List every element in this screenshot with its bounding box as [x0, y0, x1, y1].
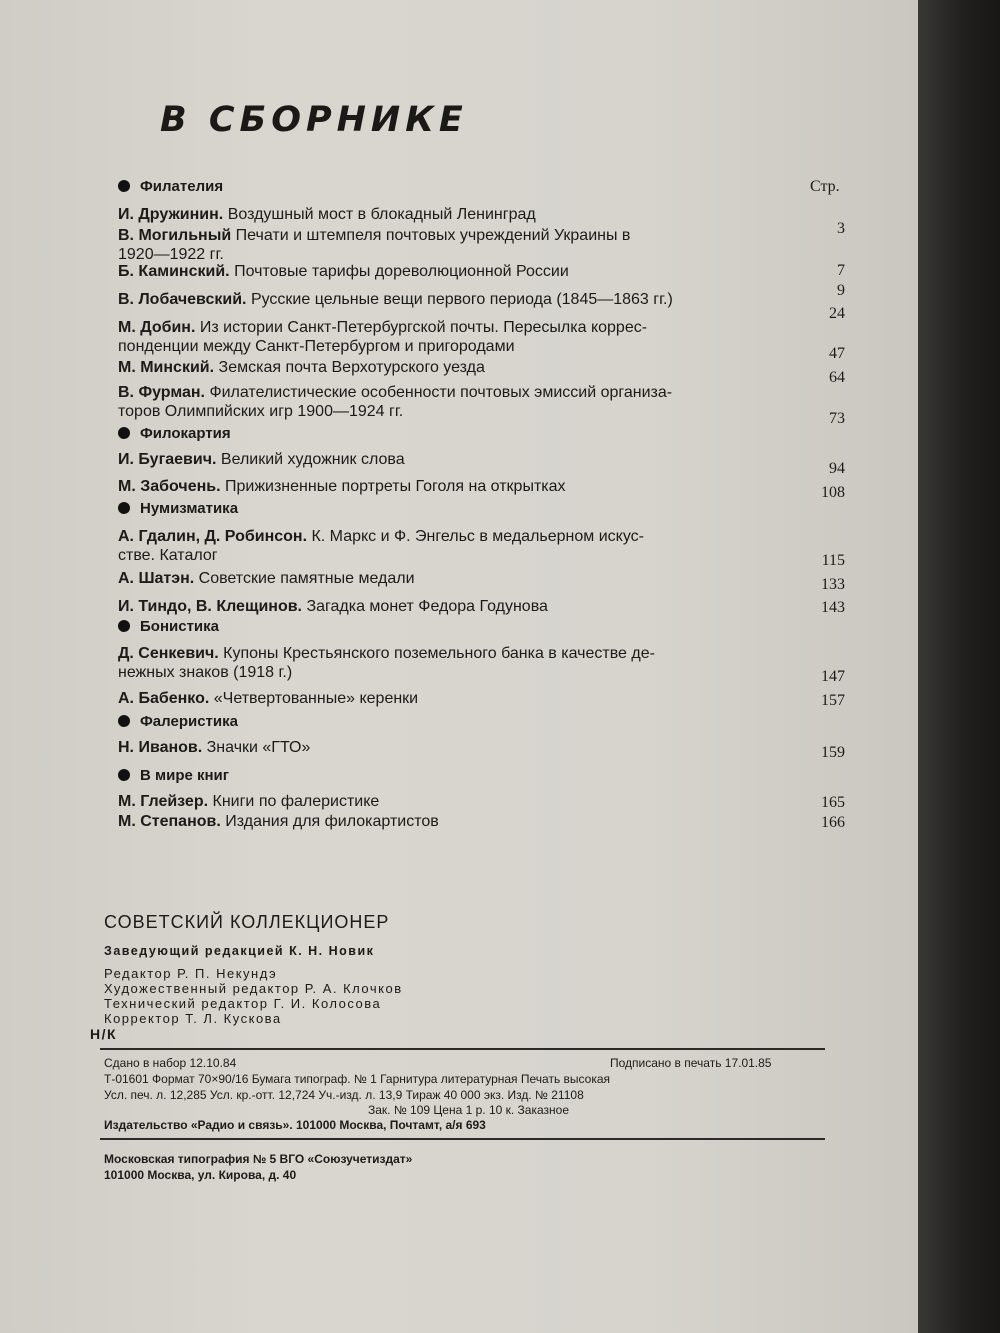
entry-title: Загадка монет Федора Годунова [306, 598, 548, 615]
entry-page-number: 73 [829, 410, 845, 427]
head-editor: Заведующий редакцией К. Н. Новик [104, 944, 375, 958]
entry-author: В. Могильный [118, 227, 232, 244]
order-row: Зак. № 109 Цена 1 р. 10 к. Заказное [368, 1103, 569, 1117]
entry-page-number: 115 [821, 552, 845, 569]
print-stats-row: Усл. печ. л. 12,285 Усл. кр.-отт. 12,724 Уч.-изд. л. 13,9 Тираж 40 000 экз. Изд. № 21108 [104, 1088, 584, 1102]
section-heading [118, 425, 231, 442]
bullet-icon [118, 180, 130, 192]
entry-author: М. Степанов. [118, 813, 221, 830]
toc-entry-line [118, 262, 798, 281]
toc-entry-line [118, 738, 798, 757]
printer: Московская типография № 5 ВГО «Союзучетиздат» [104, 1152, 413, 1166]
toc-entry-line [118, 477, 798, 496]
toc-entry-line [118, 644, 798, 663]
entry-page-number: 24 [829, 305, 845, 322]
entry-title: К. Маркс и Ф. Энгельс в медальерном искус- [311, 528, 644, 545]
entry-title: понденции между Санкт-Петербургом и пригородами [118, 338, 515, 355]
bullet-icon [118, 620, 130, 632]
entry-author: Б. Каминский. [118, 263, 230, 280]
toc-entry-line [118, 569, 798, 588]
editor: Редактор Р. П. Некундэ [104, 966, 278, 981]
toc-entry-line [118, 812, 798, 831]
toc-entry-line [118, 597, 798, 616]
section-heading-label: Фалеристика [140, 713, 238, 730]
entry-author: Н. Иванов. [118, 739, 203, 756]
toc-entry-line [118, 383, 798, 402]
section-heading [118, 500, 238, 517]
toc-entry-line [118, 546, 798, 565]
printer-address: 101000 Москва, ул. Кирова, д. 40 [104, 1168, 297, 1182]
entry-author: В. Лобачевский. [118, 291, 247, 308]
entry-title: Великий художник слова [220, 451, 405, 468]
divider-bottom [100, 1138, 825, 1140]
section-heading [118, 767, 229, 784]
entry-page-number: 3 [837, 220, 845, 237]
page-column-label: Стр. [810, 178, 840, 195]
section-heading [118, 178, 223, 195]
entry-title: нежных знаков (1918 г.) [118, 664, 293, 681]
toc-entry-line [118, 527, 798, 546]
page-title: В СБОРНИКЕ [160, 100, 468, 140]
toc-entry-line [118, 318, 798, 337]
entry-author: В. Фурман. [118, 384, 205, 401]
entry-page-number: 159 [821, 744, 845, 761]
toc-entry-line [118, 402, 798, 421]
section-heading-label: Филателия [140, 178, 224, 195]
entry-author: И. Бугаевич. [118, 451, 217, 468]
entry-page-number: 47 [829, 345, 845, 362]
entry-page-number: 9 [837, 282, 845, 299]
divider-top [100, 1048, 825, 1050]
entry-page-number: 108 [821, 484, 845, 501]
entry-page-number: 166 [821, 814, 845, 831]
entry-title: Купоны Крестьянского поземельного банка в качестве де- [223, 645, 655, 662]
entry-title: торов Олимпийских игр 1900—1924 гг. [118, 403, 404, 420]
entry-author: М. Забочень. [118, 478, 221, 495]
bullet-icon [118, 427, 130, 439]
entry-title: Почтовые тарифы дореволюционной России [234, 263, 569, 280]
toc-entry-line [118, 290, 798, 309]
entry-author: М. Минский. [118, 359, 215, 376]
entry-author: М. Добин. [118, 319, 196, 336]
entry-page-number: 143 [821, 599, 845, 616]
toc-entry-line [118, 792, 798, 811]
bullet-icon [118, 502, 130, 514]
entry-title: Воздушный мост в блокадный Ленинград [227, 206, 536, 223]
bullet-icon [118, 715, 130, 727]
entry-title: Советские памятные медали [198, 570, 415, 587]
section-heading-label: Бонистика [140, 618, 219, 635]
toc-entry-line [118, 337, 798, 356]
toc-entry-line [118, 663, 798, 682]
signed-date: Подписано в печать 17.01.85 [610, 1056, 772, 1070]
entry-page-number: 133 [821, 576, 845, 593]
entry-title: Книги по фалеристике [212, 793, 380, 810]
art-editor: Художественный редактор Р. А. Клочков [104, 981, 403, 996]
entry-title: стве. Каталог [118, 547, 218, 564]
code: Н/К [90, 1026, 118, 1042]
toc-entry-line [118, 450, 798, 469]
entry-title: Русские цельные вещи первого периода (1845—1863 гг.) [250, 291, 673, 308]
toc-entry-line [118, 689, 798, 708]
entry-author: Д. Сенкевич. [118, 645, 219, 662]
bullet-icon [118, 769, 130, 781]
format-row: Т-01601 Формат 70×90/16 Бумага типограф. № 1 Гарнитура литературная Печать высокая [104, 1072, 611, 1086]
tech-editor: Технический редактор Г. И. Колосова [104, 996, 382, 1011]
entry-author: А. Гдалин, Д. Робинсон. [118, 528, 308, 545]
section-heading-label: В мире книг [140, 767, 230, 784]
page-edge-shadow [918, 0, 1000, 1333]
entry-title: Издания для филокартистов [225, 813, 439, 830]
entry-author: И. Дружинин. [118, 206, 224, 223]
entry-author: А. Бабенко. [118, 690, 210, 707]
entry-author: И. Тиндо, В. Клещинов. [118, 598, 302, 615]
publisher: Издательство «Радио и связь». 101000 Москва, Почтамт, а/я 693 [104, 1118, 486, 1132]
entry-title: Прижизненные портреты Гоголя на открытках [224, 478, 566, 495]
entry-title: Печати и штемпеля почтовых учреждений Украины в [235, 227, 631, 244]
toc-entry-line [118, 358, 798, 377]
section-heading-label: Нумизматика [140, 500, 239, 517]
section-heading [118, 618, 219, 635]
proofreader: Корректор Т. Л. Кускова [104, 1011, 282, 1026]
entry-title: Из истории Санкт-Петербургской почты. Пересылка коррес- [199, 319, 648, 336]
series-title: СОВЕТСКИЙ КОЛЛЕКЦИОНЕР [104, 912, 390, 932]
toc-entry-line [118, 226, 798, 245]
section-heading-label: Филокартия [140, 425, 231, 442]
section-heading [118, 713, 238, 730]
entry-title: Значки «ГТО» [206, 739, 311, 756]
entry-page-number: 157 [821, 692, 845, 709]
entry-page-number: 7 [837, 262, 845, 279]
entry-page-number: 94 [829, 460, 845, 477]
toc-entry-line [118, 205, 798, 224]
entry-page-number: 147 [821, 668, 845, 685]
entry-title: 1920—1922 гг. [118, 246, 224, 263]
entry-page-number: 64 [829, 369, 845, 386]
entry-title: Филателистические особенности почтовых эмиссий организа- [209, 384, 673, 401]
entry-title: Земская почта Верхотурского уезда [218, 359, 485, 376]
entry-author: М. Глейзер. [118, 793, 209, 810]
entry-author: А. Шатэн. [118, 570, 195, 587]
sent-date: Сдано в набор 12.10.84 [104, 1056, 237, 1070]
entry-title: «Четвертованные» керенки [213, 690, 419, 707]
entry-page-number: 165 [821, 794, 845, 811]
